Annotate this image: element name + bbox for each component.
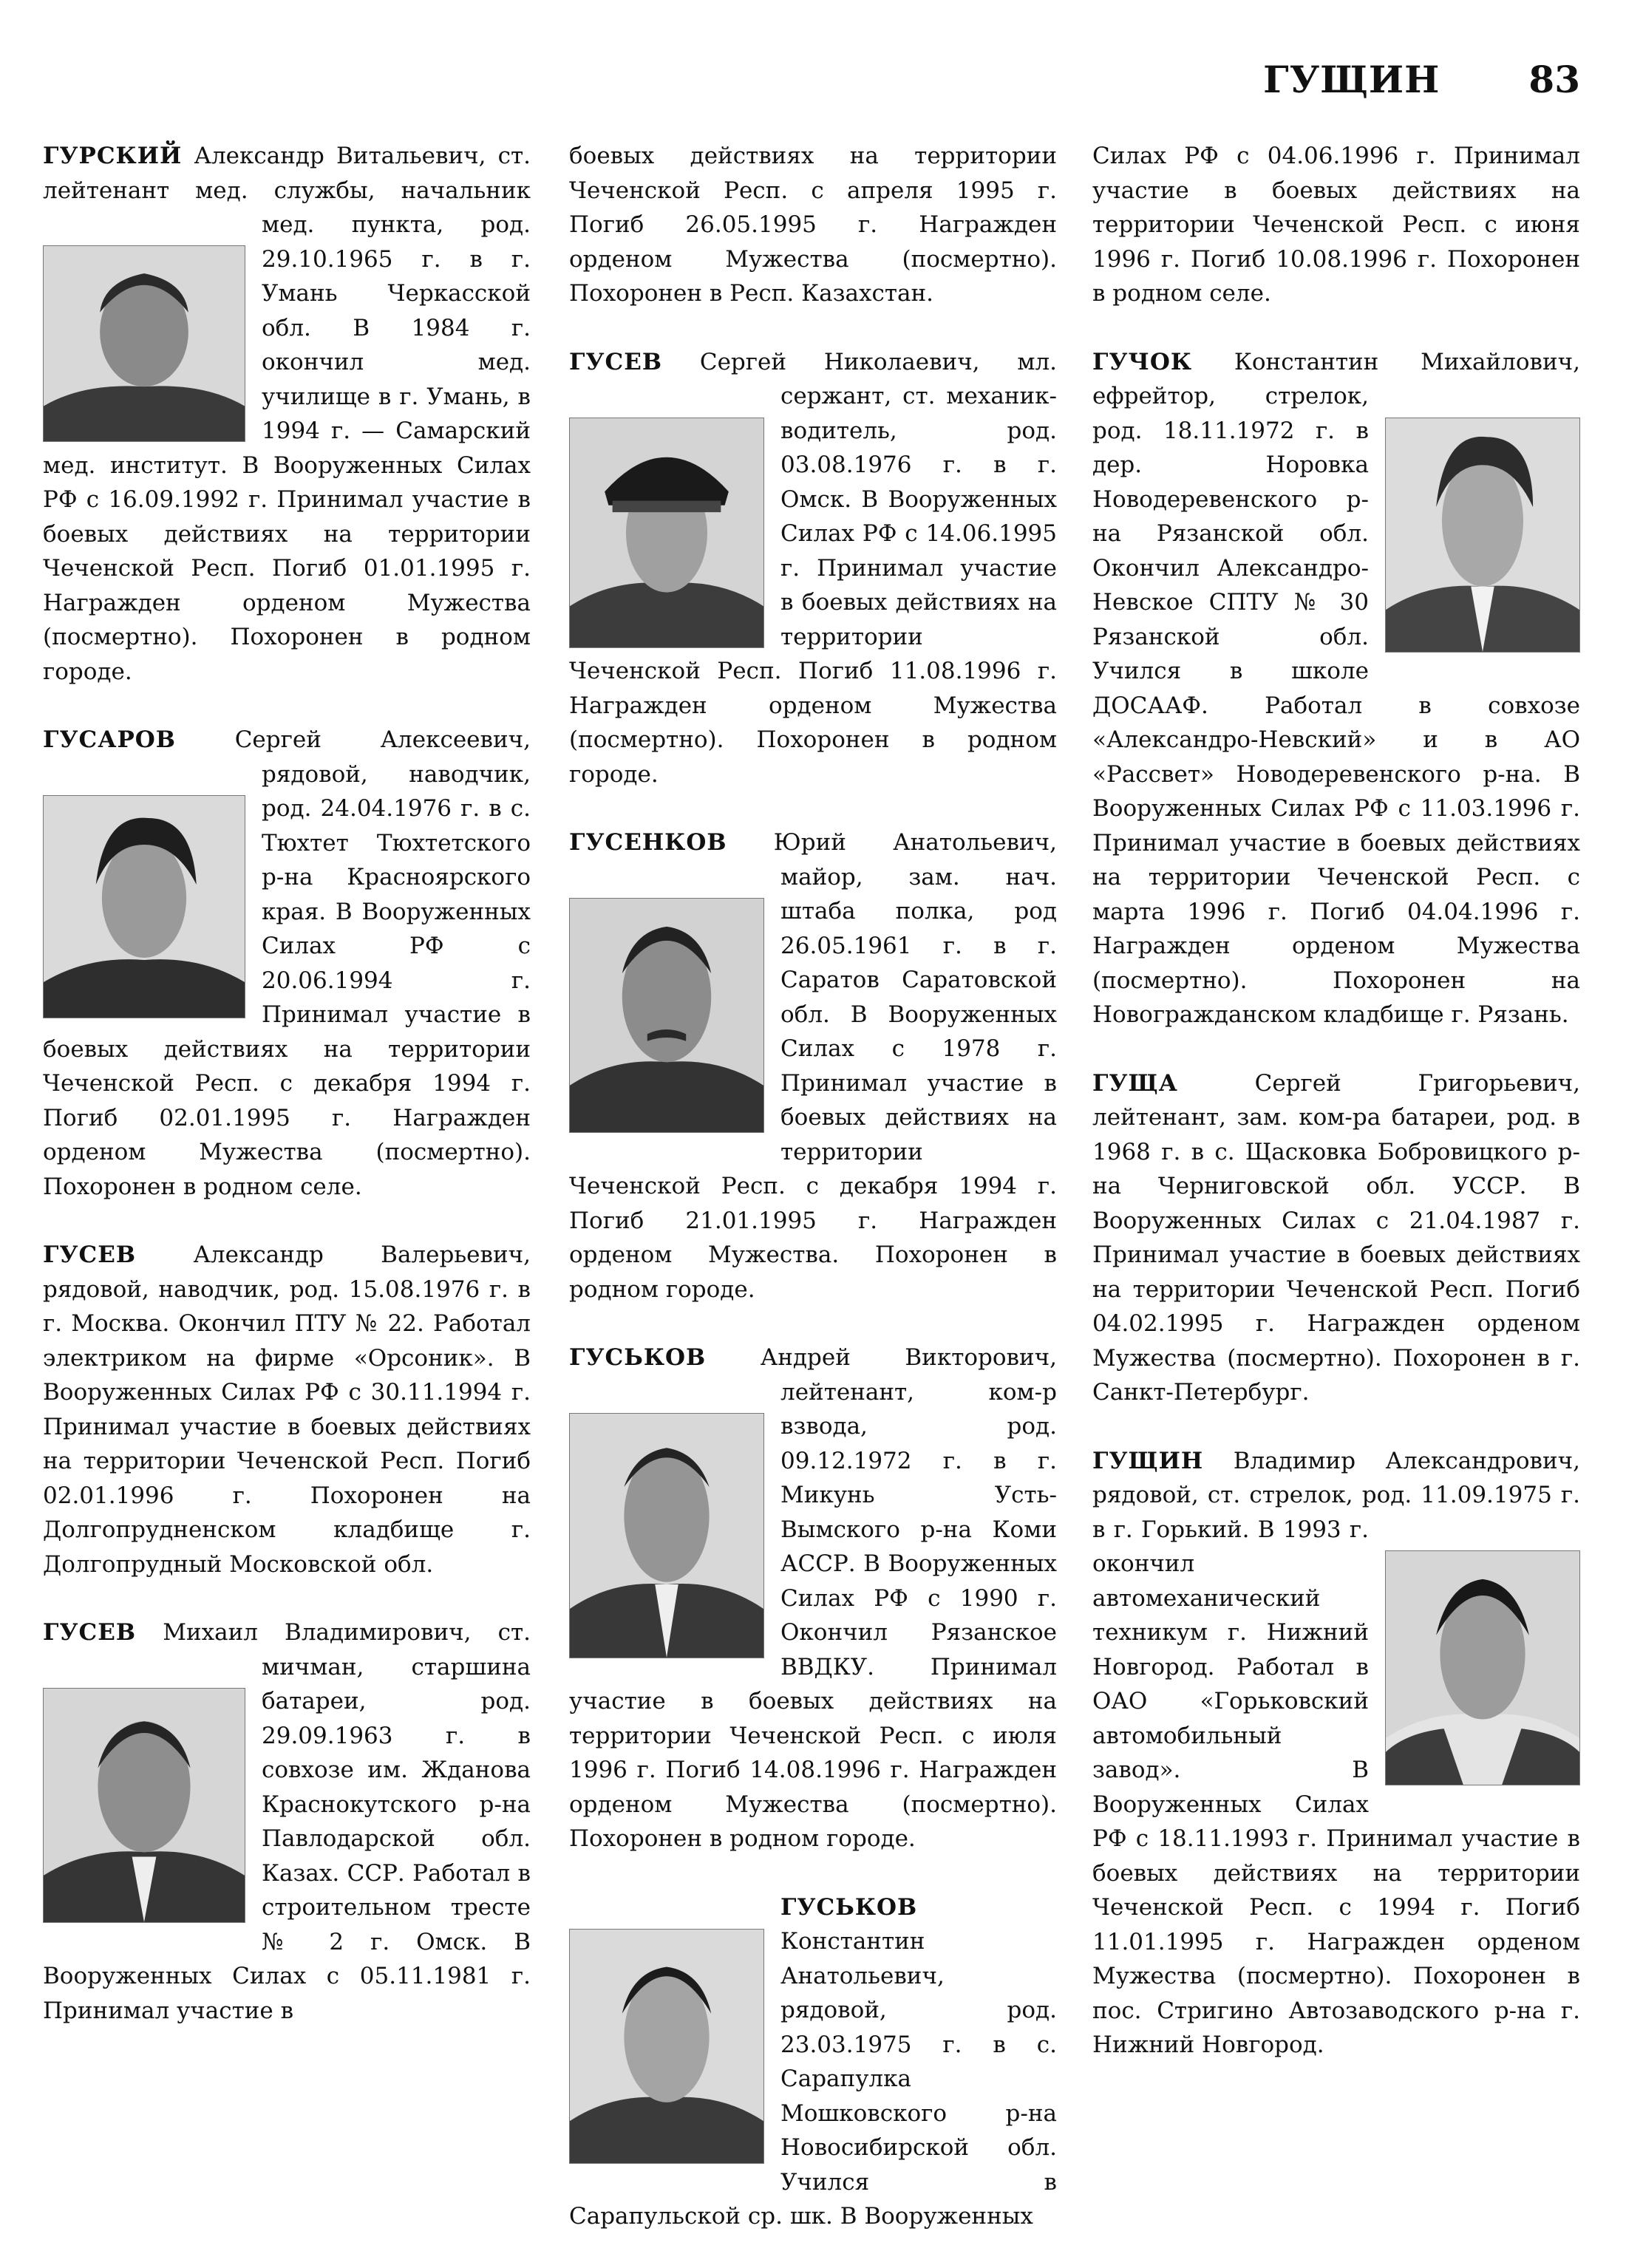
page-number: 83 <box>1528 58 1580 101</box>
entry-text: Сергей Григорьевич, лейтенант, зам. ком-ра батареи, род. в 1968 г. в с. Щасковка Бобровицкого р-на Черниговской обл. УССР. В Вооруженных Силах с 21.04.1987 г. Принимал участие в боевых действиях на территории Чеченской Респ. Погиб 04.02.1995 г. Награжден орденом Мужества (посмертно). Похоронен в г. Санкт-Петербург. <box>1092 1069 1580 1406</box>
portrait-photo <box>1385 418 1580 653</box>
entry-gusev-mikhail <box>43 1615 531 2028</box>
entry-guskov-konstantin <box>569 1890 1057 2234</box>
entry-text: Сергей Алексеевич, рядовой, наводчик, род. 24.04.1976 г. в с. Тюхтет Тюхтетского р-на Красноярского края. В Вооруженных Силах РФ с 20.06.1994 г. Принимал участие в боевых действиях на территории Чеченской Респ. с декабря 1994 г. Погиб 02.01.1995 г. Награжден орденом Мужества (посмертно). Похоронен в родном селе. <box>43 726 531 1200</box>
entry-text: Андрей Викторович, лейтенант, ком-р взвода, род. 09.12.1972 г. в г. Микунь Усть-Вымского р-на Коми АССР. В Вооруженных Силах РФ с 1990 г. Окончил Рязанское ВВДКУ. Принимал участие в боевых действиях на территории Чеченской Респ. с июля 1996 г. Погиб 14.08.1996 г. Награжден орденом Мужества (посмертно). Похоронен в родном городе. <box>569 1344 1057 1852</box>
entry-gushcha <box>1092 1066 1580 1410</box>
portrait-photo <box>569 418 764 648</box>
entry-surname: ГУСЕНКОВ <box>569 829 727 856</box>
entry-surname: ГУСЬКОВ <box>780 1893 918 1921</box>
portrait-photo <box>569 898 764 1133</box>
entry-gusenkov <box>569 825 1057 1307</box>
column-1 <box>43 139 531 2062</box>
entry-surname: ГУРСКИЙ <box>43 143 183 169</box>
portrait-photo <box>43 1688 245 1923</box>
entry-text: Юрий Анатольевич, майор, зам. нач. штаба полка, род 26.05.1961 г. в г. Саратов Саратовской обл. В Вооруженных Силах с 1978 г. Принимал участие в боевых действиях на территории Чеченской Респ. с декабря 1994 г. Погиб 21.01.1995 г. Награжден орденом Мужества. Похоронен в родном городе. <box>569 829 1057 1303</box>
portrait-photo <box>43 245 245 442</box>
continued-text: Силах РФ с 04.06.1996 г. Принимал участие в боевых действиях на территории Чеченской Респ. с июня 1996 г. Погиб 10.08.1996 г. Похоронен в родном селе. <box>1092 143 1580 307</box>
column-3 <box>1092 139 1580 2097</box>
entry-surname: ГУСЕВ <box>43 1242 137 1268</box>
entry-surname: ГУСЕВ <box>569 348 663 375</box>
entry-gurskiy <box>43 139 531 689</box>
entry-surname: ГУЧОК <box>1092 348 1193 375</box>
entry-surname: ГУЩИН <box>1092 1447 1204 1474</box>
entry-text: Константин Анатольевич, рядовой, род. 23.03.1975 г. в с. Сарапулка Мошковского р-на Новосибирской обл. Учился в Сарапульской ср. шк. В Вооруженных <box>569 1928 1057 2230</box>
entry-text: Сергей Николаевич, мл. сержант, ст. механик-водитель, род. 03.08.1976 г. в г. Омск. В Вооруженных Силах РФ с 14.06.1995 г. Принимал участие в боевых действиях на территории Чеченской Респ. Погиб 11.08.1996 г. Награжден орденом Мужества (посмертно). Похоронен в родном городе. <box>569 348 1057 788</box>
entry-gusarov <box>43 723 531 1204</box>
running-head-word: ГУЩИН <box>1263 58 1440 101</box>
entry-surname: ГУСАРОВ <box>43 726 176 753</box>
entry-text: Александр Витальевич, ст. лейтенант мед. службы, начальник мед. пункта, род. 29.10.1965 г. в г. Умань Черкасской обл. В 1984 г. окончил мед. училище в г. Умань, в 1994 г. — Самарский мед. институт. В Вооруженных Силах РФ с 16.09.1992 г. Принимал участие в боевых действиях на территории Чеченской Респ. Погиб 01.01.1995 г. Награжден орденом Мужества (посмертно). Похоронен в родном городе. <box>43 143 531 685</box>
portrait-photo <box>1385 1550 1580 1785</box>
portrait-photo <box>569 1413 764 1658</box>
entry-surname: ГУСЕВ <box>43 1619 137 1646</box>
portrait-photo <box>43 795 245 1018</box>
entry-text: Михаил Владимирович, ст. мичман, старшина батареи, род. 29.09.1963 г. в совхозе им. Жданова Краснокутского р-на Павлодарской обл. Казах. ССР. Работал в строительном тресте № 2 г. Омск. В Вооруженных Силах с 05.11.1981 г. Принимал участие в <box>43 1619 531 2024</box>
entry-guchok <box>1092 345 1580 1032</box>
entry-gusev-sergey <box>569 345 1057 792</box>
entry-surname: ГУЩА <box>1092 1069 1178 1097</box>
running-header <box>1263 58 1580 109</box>
entry-surname: ГУСЬКОВ <box>569 1344 707 1371</box>
entry-gusev-aleksandr <box>43 1238 531 1581</box>
entry-text: Александр Валерьевич, рядовой, наводчик, род. 15.08.1976 г. в г. Москва. Окончил ПТУ № 22. Работал электриком на фирме «Орсоник». В Вооруженных Силах РФ с 30.11.1994 г. Принимал участие в боевых действиях на территории Чеченской Респ. Погиб 02.01.1996 г. Похоронен на Долгопрудненском кладбище г. Долгопрудный Московской обл. <box>43 1242 531 1578</box>
entry-gushchin <box>1092 1444 1580 2063</box>
entry-text: Константин Михайлович, ефрейтор, стрелок, род. 18.11.1972 г. в дер. Норовка Новодеревенского р-на Рязанской обл. Окончил Александро-Невское СПТУ № 30 Рязанской обл. Учился в школе ДОСААФ. Работал в совхозе «Александро-Невский» и в АО «Рассвет» Новодеревенского р-на. В Вооруженных Силах РФ с 11.03.1996 г. Принимал участие в боевых действиях на территории Чеченской Респ. с марта 1996 г. Погиб 04.04.1996 г. Награжден орденом Мужества (посмертно). Похоронен на Новогражданском кладбище г. Рязань. <box>1092 348 1580 1028</box>
continued-text: боевых действиях на территории Чеченской Респ. с апреля 1995 г. Погиб 26.05.1995 г. Награжден орденом Мужества (посмертно). Похоронен в Респ. Казахстан. <box>569 143 1057 307</box>
entry-text: Владимир Александрович, рядовой, ст. стрелок, род. 11.09.1975 г. в г. Горький. В 1993 г. окончил автомеханический техникум г. Нижний Новгород. Работал в ОАО «Горьковский автомобильный завод». В Вооруженных Силах РФ с 18.11.1993 г. Принимал участие в боевых действиях на территории Чеченской Респ. с 1994 г. Погиб 11.01.1995 г. Награжден орденом Мужества (посмертно). Похоронен в пос. Стригино Автозаводского р-на г. Нижний Новгород. <box>1092 1447 1580 2058</box>
portrait-photo <box>569 1929 764 2164</box>
column-2 <box>569 139 1057 2268</box>
entry-guskov-andrey <box>569 1341 1057 1856</box>
